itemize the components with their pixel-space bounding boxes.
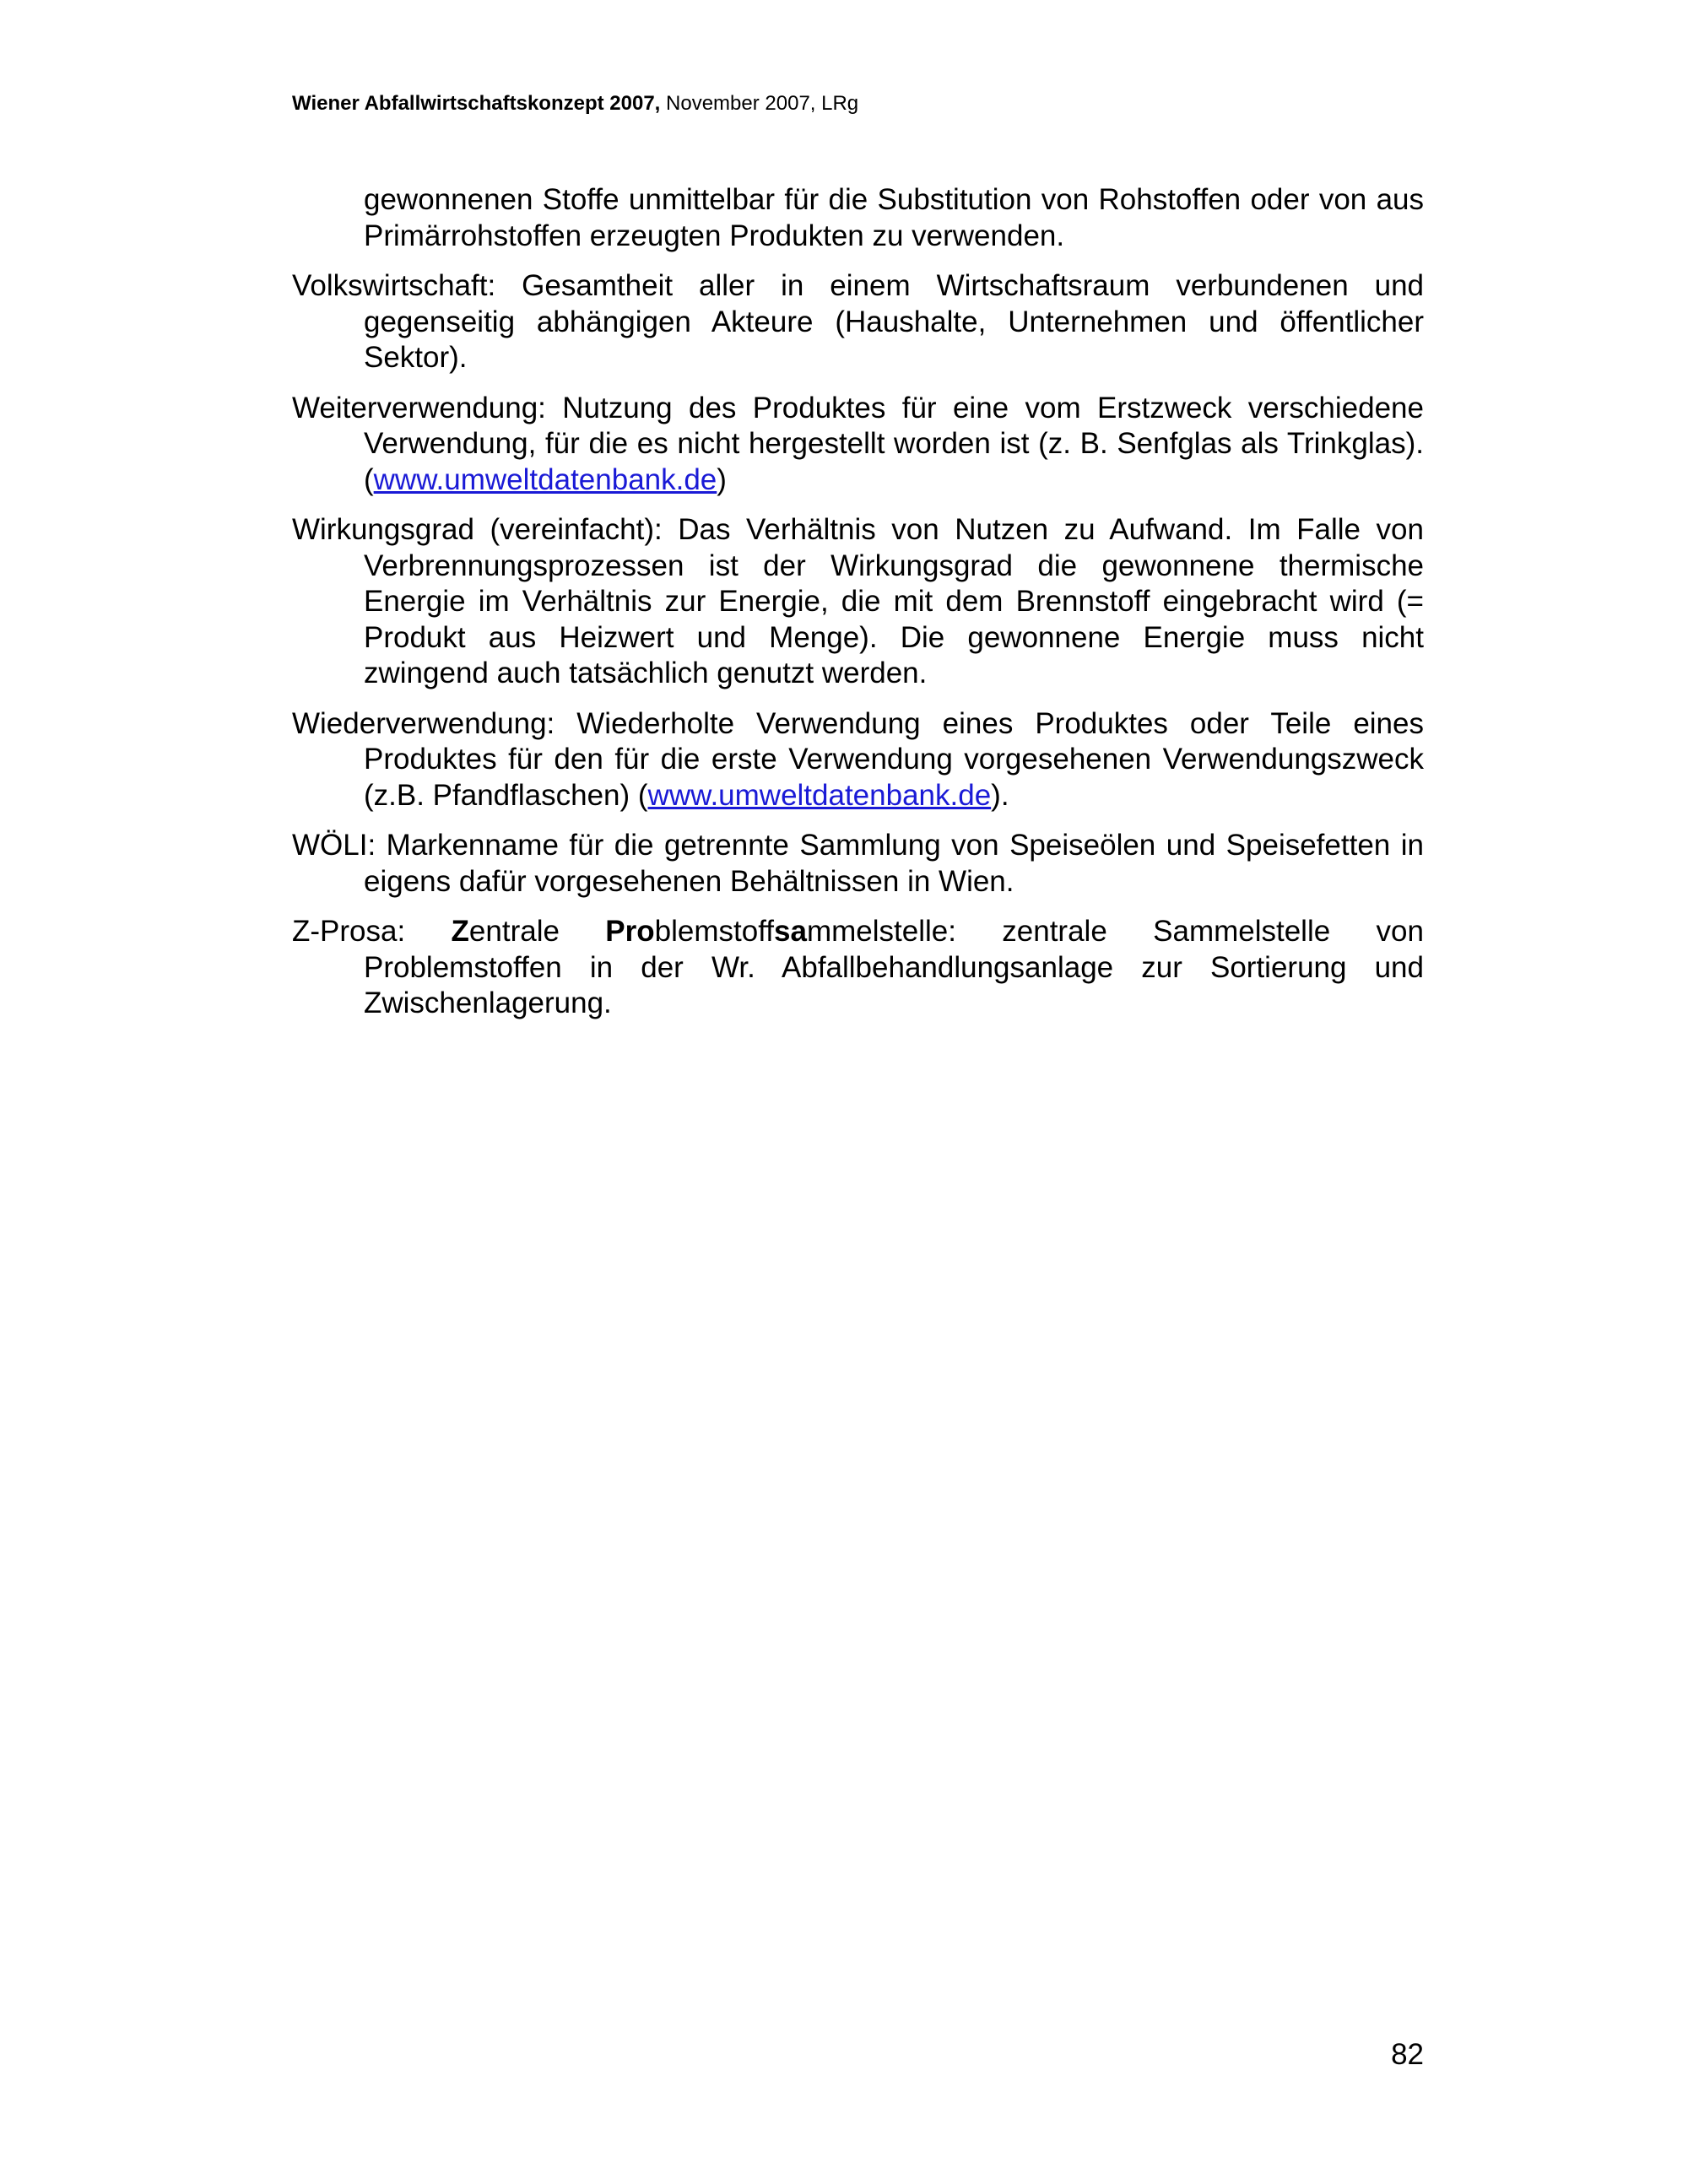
umweltdatenbank-link[interactable]: www.umweltdatenbank.de	[647, 778, 992, 812]
zprosa-term: Z-Prosa:	[292, 915, 452, 948]
page-header	[292, 91, 858, 116]
glossary-entry-continuation: gewonnenen Stoffe unmittelbar für die Substitution von Rohstoffen oder von aus Primärrohstoffen erzeugten Produkten zu verwenden.	[364, 183, 1424, 252]
zprosa-pro-rest: blemstoff	[654, 915, 775, 948]
zprosa-z-rest: entrale	[468, 915, 606, 948]
zprosa-sa: sa	[774, 915, 807, 948]
glossary-entry-woeli: WÖLI: Markenname für die getrennte Sammlung von Speiseölen und Speisefetten in eigens dafür vorgesehenen Behältnissen in Wien.	[292, 829, 1424, 898]
header-title: Wiener Abfallwirtschaftskonzept 2007,	[292, 92, 661, 115]
page-number: 82	[1391, 2038, 1424, 2071]
glossary-entry-zprosa	[292, 914, 1424, 1022]
zprosa-pro: Pro	[605, 915, 655, 948]
glossary-entry-volkswirtschaft: Volkswirtschaft: Gesamtheit aller in einem Wirtschaftsraum verbundenen und gegenseitig abhängigen Akteure (Haushalte, Unternehmen und öffentlicher Sektor).	[292, 269, 1424, 374]
glossary-entry-wiederverwendung	[292, 706, 1424, 814]
weiterverwendung-after: )	[717, 462, 727, 496]
zprosa-definition: zentrale Sammelstelle von Problemstoffen in der Wr. Abfallbehandlungsanlage zur Sortierung und Zwischenlagerung.	[364, 915, 1424, 1019]
zprosa-z: Z	[451, 915, 469, 948]
glossary-entry-wirkungsgrad: Wirkungsgrad (vereinfacht): Das Verhältnis von Nutzen zu Aufwand. Im Falle von Verbrennungsprozessen ist der Wirkungsgrad die gewonnene thermische Energie im Verhältnis zur Energie, die mit dem Brennstoff eingebracht wird (= Produkt aus Heizwert und Menge). Die gewonnene Energie muss nicht zwingend auch tatsächlich genutzt werden.	[292, 513, 1424, 689]
weiterverwendung-text: Weiterverwendung: Nutzung des Produktes für eine vom Erstzweck verschiedene Verwendung, für die es nicht hergestellt worden ist (z. B. Senfglas als Trinkglas). (	[292, 391, 1424, 496]
umweltdatenbank-link[interactable]: www.umweltdatenbank.de	[373, 462, 717, 496]
wiederverwendung-after: ).	[991, 778, 1009, 812]
glossary-content	[292, 182, 1424, 1036]
glossary-entry-weiterverwendung	[292, 391, 1424, 499]
header-meta: November 2007, LRg	[660, 92, 859, 115]
wiederverwendung-text: Wiederverwendung: Wiederholte Verwendung eines Produktes oder Teile eines Produktes für den für die erste Verwendung vorgesehenen Verwendungszweck (z.B. Pfandflaschen) (	[292, 706, 1424, 812]
zprosa-sa-rest: mmelstelle:	[806, 915, 956, 948]
